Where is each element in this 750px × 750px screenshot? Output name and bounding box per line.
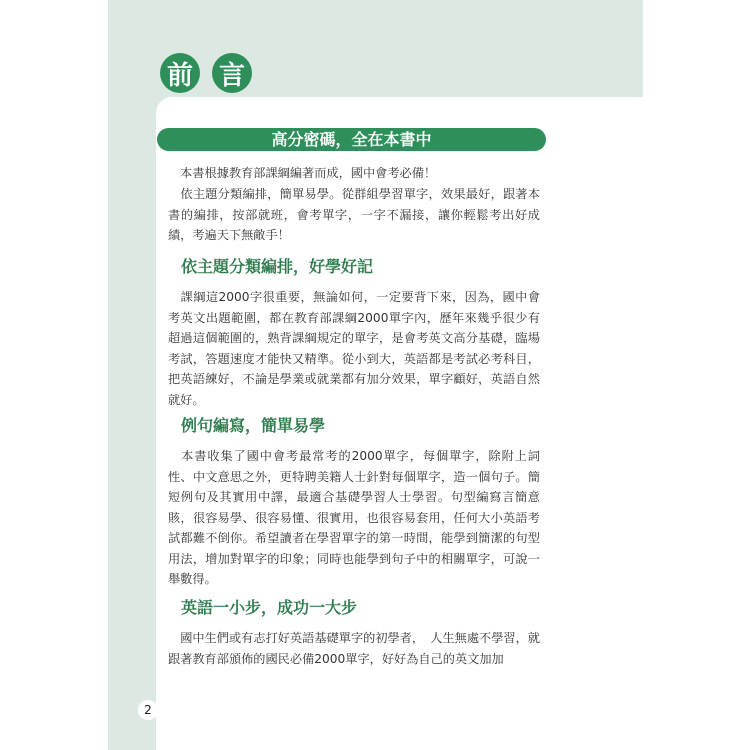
title-char-circle: 前: [160, 53, 200, 93]
section-heading: 英語一小步，成功一大步: [181, 598, 358, 617]
section-body: 本書收集了國中會考最常考的2000單字，每個單字，除附上詞性、中文意思之外，更特聘美籍人士針對每個單字，造一個句子。簡短例句及其實用中譯，最適合基礎學習人士學習。句型編寫言簡意賅，很容易學、很容易懂、很實用，也很容易套用，任何大小英語考試都難不倒你。希望讀者在學習單字的第一時間，能學到簡潔的句型用法，增加對單字的印象；同時也能學到句子中的相關單字，可說一舉數得。: [168, 449, 540, 586]
page-number: 2: [138, 700, 158, 720]
section-heading: 依主題分類編排，好學好記: [181, 257, 374, 276]
intro-paragraph: 依主題分類編排，簡單易學。從群組學習單字，效果最好，跟著本書的編排，按部就班，會考單字，一字不漏接，讓你輕鬆考出好成績，考遍天下無敵手！: [168, 187, 540, 242]
section-heading: 例句編寫，簡單易學: [181, 416, 326, 435]
section-body: 課綱這2000字很重要，無論如何，一定要背下來，因為，國中會考英文出題範圍，都在教育部課綱2000單字內，歷年來幾乎很少有超過這個範圍的，熟背課綱規定的單字，是會考英文高分基礎，臨場考試，答題速度才能快又精準。從小到大，英語都是考試必考科目，把英語練好，不論是學業或就業都有加分效果，單字顧好，英語自然就好。: [168, 290, 540, 407]
section-banner: 高分密碼，全在本書中: [157, 128, 546, 151]
intro-paragraph: 本書根據教育部課綱編著而成，國中會考必備！: [168, 166, 437, 180]
section-body: 國中生們或有志打好英語基礎單字的初學者， 人生無處不學習，就跟著教育部頒佈的國民必備2000單字，好好為自己的英文加加: [168, 631, 540, 666]
title-char-circle: 言: [212, 53, 252, 93]
